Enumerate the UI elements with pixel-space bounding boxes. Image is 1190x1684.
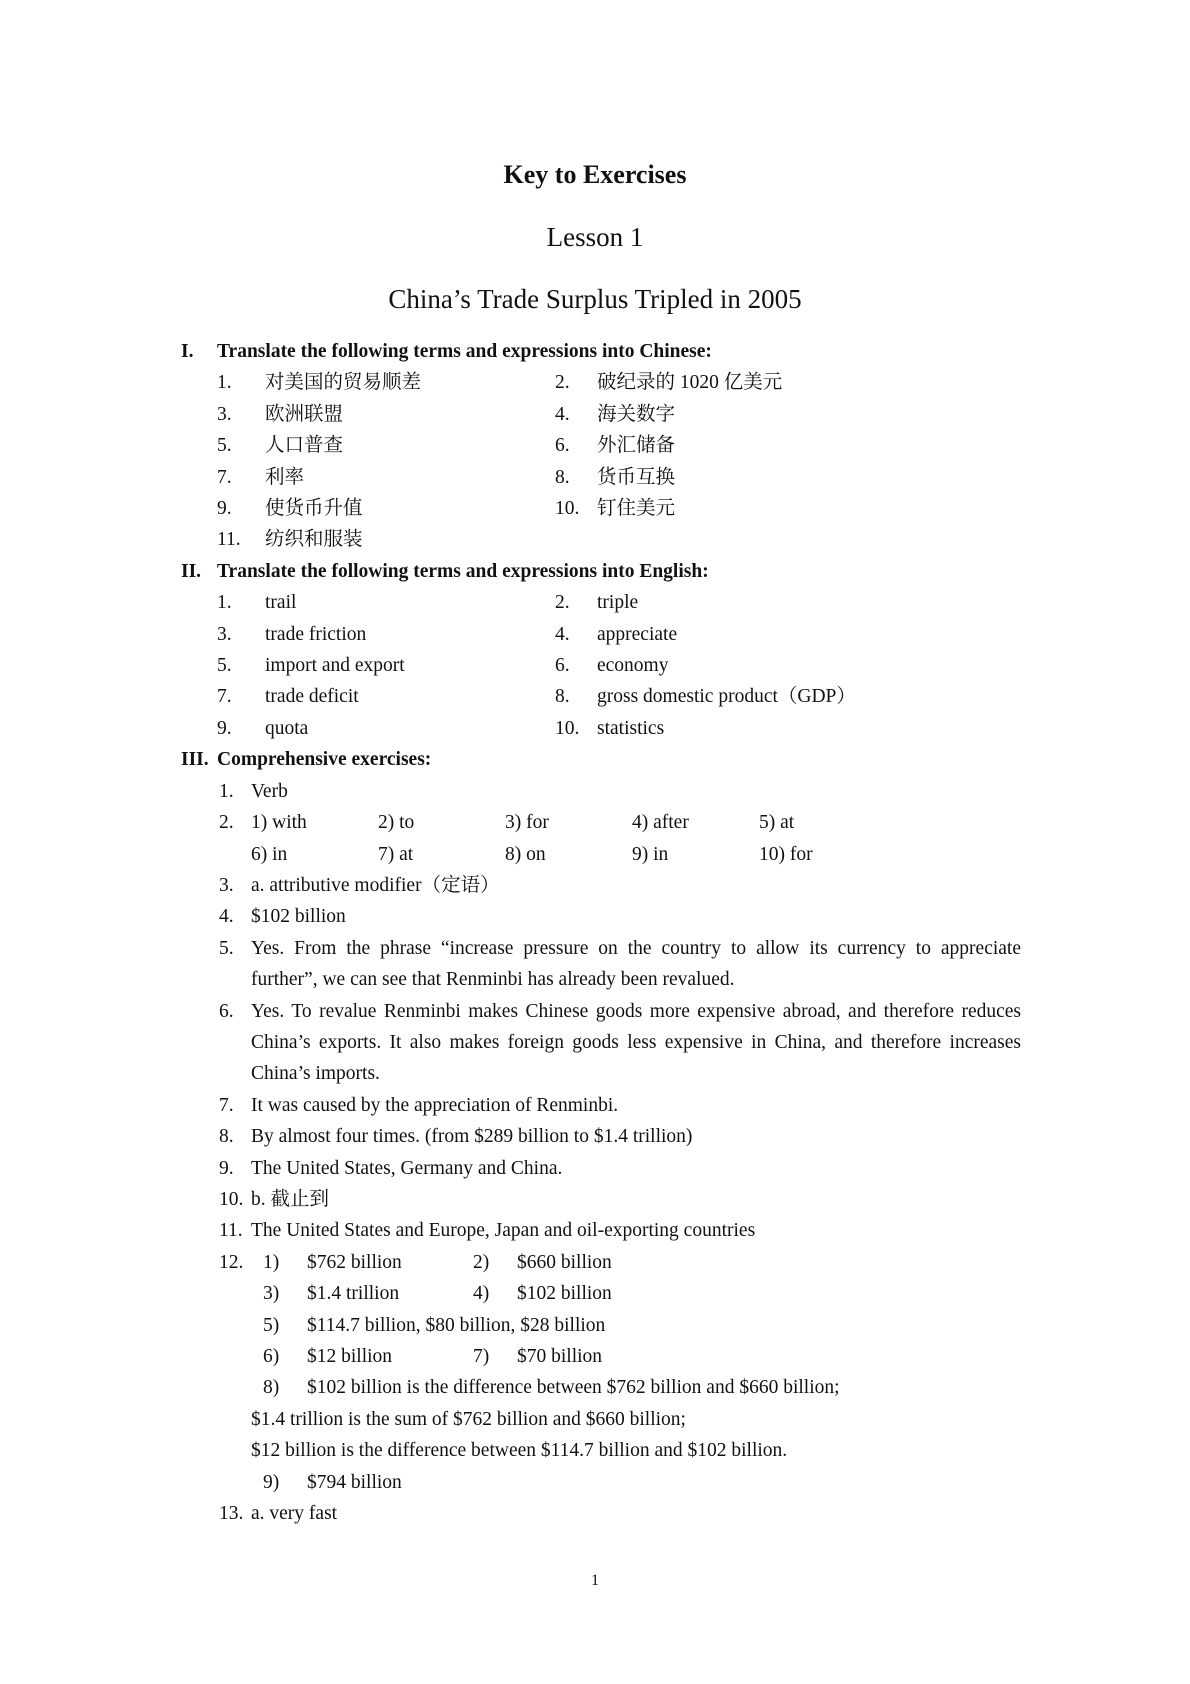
exercise-answer: 9. The United States, Germany and China. [219,1157,563,1179]
blanks-row: 6) in 7) at 8) on 9) in 10) for [251,843,813,865]
exercise-answer: 12. 1) $762 billion 2) $660 billion [219,1251,612,1273]
exercise-answer: 4. $102 billion [219,906,346,928]
answer-key-body [181,336,1021,1529]
section-heading [181,336,1021,367]
term-row [181,524,1021,555]
term-item: 11. 纺织和服装 [217,529,363,551]
sub-answer-note: $12 billion is the difference between $114.7 billion and $102 billion. [251,1440,788,1462]
term-row [181,681,1021,712]
term-item: 1. 对美国的贸易顺差 [217,372,422,394]
section-number: II. [181,560,202,582]
term-item: 4. 海关数字 [555,403,676,425]
sub-answer-row: 9) $794 billion [263,1471,402,1493]
term-item: 1. trail [217,592,297,614]
term-row [181,430,1021,461]
sub-answer-row: 3) $1.4 trillion 4) $102 billion [263,1283,612,1305]
lesson-heading: China’s Trade Surplus Tripled in 2005 [388,284,802,314]
term-item: 10. statistics [555,717,665,739]
sub-answer-row: 6) $12 billion 7) $70 billion [263,1346,603,1367]
exercise-answer: 13. a. very fast [219,1503,338,1525]
term-item: 8. gross domestic product（GDP） [555,686,856,708]
exercise-answer: 10. b. 截止到 [219,1188,330,1210]
page-number: 1 [591,1572,599,1589]
exercise-answer: 1. Verb [219,780,288,802]
term-item: 5. 人口普查 [217,435,344,457]
term-item: 8. 货币互换 [555,466,676,488]
exercise-answer: 11. The United States and Europe, Japan and oil-exporting countries [219,1220,756,1242]
term-item: 9. 使货币升值 [217,498,363,520]
exercise-answer: 6. Yes. To revalue Renminbi makes Chinese goods more expensive abroad, and therefore reduces China’s exports. It also makes foreign goods less expensive in China, and therefore increases China’s imports. [219,1000,1021,1085]
term-row [181,367,1021,398]
term-item: 6. economy [555,655,669,677]
term-row [181,587,1021,618]
term-row [181,399,1021,430]
section-heading [181,744,1021,775]
term-item: 10. 钉住美元 [555,498,676,520]
exercise-answer: 5. Yes. From the phrase “increase pressure on the country to allow its currency to appreciate further”, we can see that Renminbi has already been revalued. [219,937,1021,991]
term-row [181,650,1021,681]
term-item: 4. appreciate [555,623,678,645]
term-item: 3. 欧洲联盟 [217,403,344,425]
section-number: I. [181,341,194,362]
term-item: 2. 破纪录的 1020 亿美元 [555,372,783,394]
term-row [181,713,1021,744]
section-title: Translate the following terms and expressions into Chinese: [217,341,712,362]
term-item: 5. import and export [217,655,405,677]
term-item: 6. 外汇储备 [555,435,676,457]
section-heading [181,556,1021,587]
lesson-label: Lesson 1 [546,222,644,252]
term-row [181,619,1021,650]
term-item: 7. trade deficit [217,686,359,708]
exercise-answer: 3. a. attributive modifier（定语） [219,874,500,896]
term-item: 3. trade friction [217,623,367,645]
term-item: 2. triple [555,592,639,614]
section-title: Comprehensive exercises: [217,749,432,771]
document-title: Key to Exercises [503,160,687,189]
term-item: 9. quota [217,717,309,739]
section-number: III. [181,749,209,771]
sub-answer-row: 8) $102 billion is the difference between $762 billion and $660 billion; [263,1377,840,1399]
term-row [181,493,1021,524]
term-row [181,462,1021,493]
exercise-answer: 8. By almost four times. (from $289 billion to $1.4 trillion) [219,1126,693,1148]
sub-answer-row: 5) $114.7 billion, $80 billion, $28 billion [263,1314,606,1336]
blanks-row: 1) with 2) to 3) for 4) after 5) at [251,812,795,834]
section-title: Translate the following terms and expressions into English: [217,560,709,582]
exercise-answer: 7. It was caused by the appreciation of Renminbi. [219,1094,619,1116]
exercise-answer: 2. 1) with 2) to 3) for 4) after 5) at [219,807,1021,838]
term-item: 7. 利率 [217,466,305,488]
sub-answer-note: $1.4 trillion is the sum of $762 billion and $660 billion; [251,1408,686,1430]
